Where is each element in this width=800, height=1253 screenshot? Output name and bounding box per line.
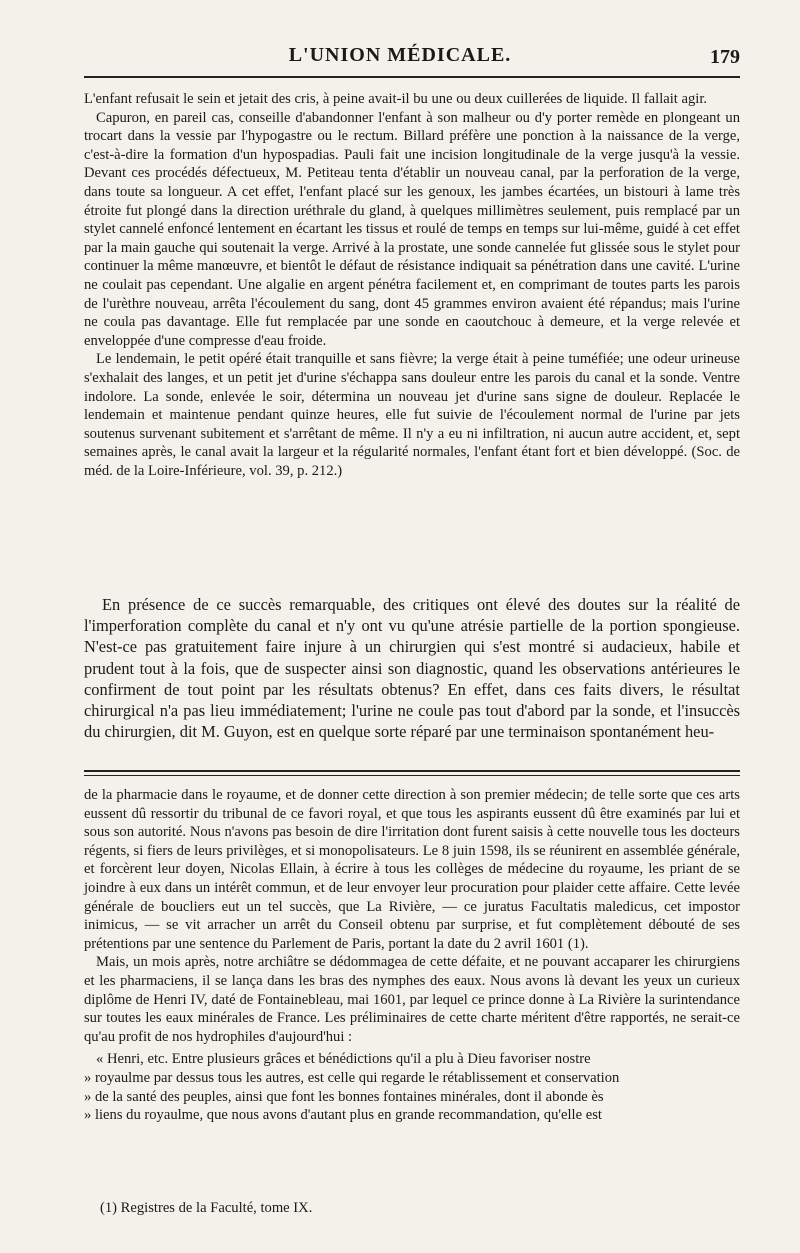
case-paragraph-1: L'enfant refusait le sein et jetait des cris, à peine avait-il bu une ou deux cuillerées de liquide. Il fallait agir. — [84, 91, 708, 107]
running-title: L'UNION MÉDICALE. — [288, 44, 512, 66]
commentary-paragraph: En présence de ce succès remarquable, des critiques ont élevé des doutes sur la réalité de l'imperforation complète du canal et n'y ont vu qu'une atrésie partielle de la portion spongieuse. N'est-ce pas gratuitement faire injure à un chirurgien qui s'est montré si audacieux, habile et prudent tout à la fois, que de suspecter ainsi son diagnostic, quand les observations antérieures le confirment de tout point par les résultats obtenus? En effet, dans ces faits divers, le résultat chirurgical n'a pas lieu immédiatement; l'urine ne coule pas tout d'abord par la sonde, et l'insuccès du chirurgien, dit M. Guyon, est en quelque sorte réparé par une terminaison spontanément heu- — [84, 595, 740, 742]
charter-quote — [84, 1050, 740, 1124]
feuilleton-paragraph-2: Mais, un mois après, notre archiâtre se dédommagea de cette défaite, et ne pouvant accaparer les chirurgiens et les pharmaciens, il se lança dans les bras des nymphes des eaux. Nous avons là devant les yeux un curieux diplôme de Henri IV, daté de Fontainebleau, mai 1601, par lequel ce prince donne à La Rivière la surintendance sur toutes les eaux minérales de France. Les préliminaires de cette charte méritent d'être rapportés, ne serait-ce qu'au profit de nos hydrophiles d'aujourd'hui : — [84, 954, 740, 1045]
page-number: 179 — [710, 46, 740, 68]
quote-line: « Henri, etc. Entre plusieurs grâces et bénédictions qu'il a plu à Dieu favoriser nostre — [96, 1051, 591, 1068]
header-rule — [84, 76, 740, 78]
quote-line: » royaulme par dessus tous les autres, est celle qui regarde le rétablissement et conservation — [84, 1069, 620, 1086]
case-paragraph-2: Capuron, en pareil cas, conseille d'abandonner l'enfant à son malheur ou d'y porter remède en plongeant un trocart dans la vessie par l'hypogastre ou le rectum. Billard préfère une ponction à la naissance de la verge, c'est-à-dire la formation d'un hypospadias. Pauli fait une incision longitudinale de la verge jusqu'à la vessie. Devant ces procédés défectueux, M. Petiteau tenta d'établir un nouveau canal, par la perforation de la verge, dans toute sa longueur. A cet effet, l'enfant placé sur les genoux, les jambes écartées, un bistouri à lame très étroite fut plongé dans la direction uréthrale du gland, à quelques millimètres seulement, puis remplacé par un stylet cannelé enfoncé lentement en écartant les tissus et roulé de temps en temps sur lui-même, guidé à cet effet par la main gauche qui soutenait la verge. Arrivé à la prostate, une sonde cannelée fut glissée sous le stylet pour continuer la même manœuvre, et bientôt le défaut de résistance indiquait sa pénétration dans une cavité. L'urine ne coulait pas cependant. Une algalie en argent pénétra facilement et, en comprimant de toutes parts les parois de l'urèthre nouveau, arrêta l'écoulement du sang, dont 45 grammes environ avaient été répandus; mais l'urine ne coula pas davantage. Elle fut remplacée par une sonde en caoutchouc à demeure, et la verge relevée et enveloppée d'une compresse d'eau froide. — [84, 109, 740, 349]
commentary — [84, 594, 740, 742]
case-report — [84, 90, 740, 480]
feuilleton — [84, 786, 740, 1125]
quote-line: » de la santé des peuples, ainsi que font les bonnes fontaines minérales, dont il abonde ès — [84, 1088, 604, 1105]
footnote: (1) Registres de la Faculté, tome IX. — [100, 1200, 313, 1216]
feuilleton-paragraph-1: de la pharmacie dans le royaume, et de donner cette direction à son premier médecin; de telle sorte que ces arts eussent dû ressortir du tribunal de ce favori royal, et que tous les aspirants eussent dû être examinés par lui et sous son autorité. Nous n'avons pas besoin de dire l'irritation dont furent saisis à cette nouvelle tous les docteurs régents, si fiers de leurs privilèges, et si monopolisateurs. Le 8 juin 1598, ils se réunirent en assemblée générale, et forcèrent leur doyen, Nicolas Ellain, à écrire à tous les collèges de médecine du royaume, les priant de se joindre à eux dans un intérêt commun, et de leur envoyer leur procuration pour plaider cette affaire. Cette levée générale de boucliers eut un tel succès, que La Rivière, — ce juratus Facultatis maledicus, cet impostor inimicus, — se vit arracher un arrêt du Conseil obtenu par surprise, et fut complètement débouté de ses prétentions par une sentence du Parlement de Paris, portant la date du 2 avril 1601 (1). — [84, 787, 740, 952]
page-header — [0, 44, 800, 74]
case-paragraph-3: Le lendemain, le petit opéré était tranquille et sans fièvre; la verge était à peine tuméfiée; une odeur urineuse s'exhalait des langes, et un petit jet d'urine s'échappa sans douleur entre les parois du canal et la sonde. Ventre indolore. La sonde, enlevée le soir, détermina un nouveau jet d'urine sans signe de douleur. Replacée le lendemain et maintenue pendant quinze heures, elle fut suivie de l'écoulement normal de l'urine par jets soutenus survenant subitement et s'arrêtant de même. Il n'y a eu ni infiltration, ni aucun autre accident, et, sept semaines après, le canal avait la largeur et la régularité normales, l'enfant étant fort et bien développé. (Soc. de méd. de la Loire-Inférieure, vol. 39, p. 212.) — [84, 351, 740, 479]
quote-line: » liens du royaulme, que nous avons d'autant plus en grande recommandation, qu'elle est — [84, 1107, 602, 1124]
feuilleton-separator — [84, 770, 740, 776]
